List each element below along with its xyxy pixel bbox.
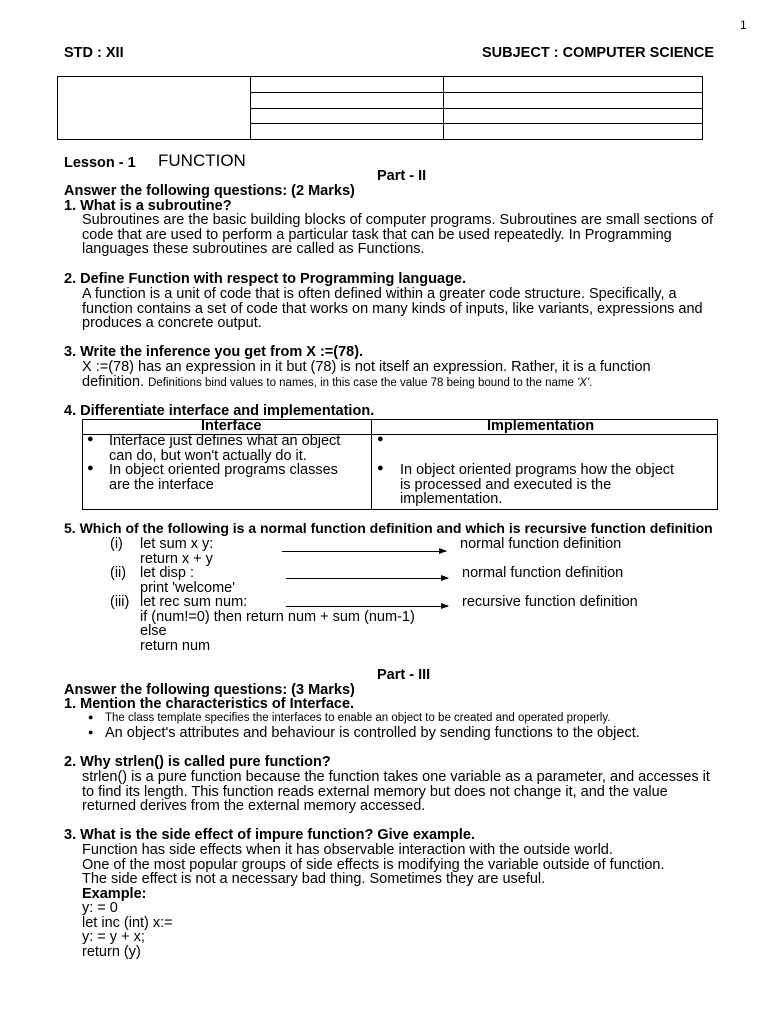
- q5-item-answer: recursive function definition: [462, 594, 638, 610]
- cell-line: implementation.: [400, 491, 503, 507]
- code-line: let disp :: [140, 565, 194, 581]
- answer-line: returned derives from the external memory accessed.: [82, 798, 426, 814]
- code-line: y: = 0: [82, 900, 118, 916]
- part2-heading: Part - II: [377, 168, 427, 184]
- answer-line: strlen() is a pure function because the function takes one variable as a parameter, and accesses it: [82, 769, 710, 785]
- p3-q2-answer: [82, 770, 710, 814]
- answer-line: function contains a set of code that works on many kinds of inputs, like variants, expressions and: [82, 300, 703, 317]
- arrow-icon: [286, 578, 448, 579]
- header-table-cell: [444, 108, 703, 124]
- interface-item: [109, 463, 338, 492]
- header-table-cell: [444, 124, 703, 140]
- interface-item: [109, 434, 340, 463]
- answer-line: One of the most popular groups of side effects is modifying the variable outside of function.: [82, 856, 665, 873]
- q5-item-number: (ii): [110, 565, 127, 581]
- part3-heading: Part - III: [377, 667, 431, 683]
- interface-implementation-table: [82, 419, 718, 510]
- q5-item-number: (i): [110, 536, 123, 552]
- code-line: let sum x y:: [140, 536, 214, 552]
- subject-label: SUBJECT : COMPUTER SCIENCE: [482, 45, 715, 61]
- cell-line: are the interface: [109, 476, 214, 493]
- bullet-icon: ●: [377, 462, 384, 474]
- std-label: STD : XII: [64, 45, 124, 61]
- bullet-icon: ●: [377, 433, 384, 445]
- header-table-cell: [251, 124, 444, 140]
- lesson-title: FUNCTION: [158, 151, 246, 170]
- answer-period: .: [589, 376, 593, 389]
- code-line: let rec sum num:: [140, 594, 248, 610]
- arrow-icon: [286, 606, 448, 607]
- answer-line: X :=(78) has an expression in it but (78) is not itself an expression. Rather, it is a function: [82, 359, 651, 375]
- header-table-cell: [251, 108, 444, 124]
- page-number: 1: [740, 18, 747, 32]
- implementation-item: [400, 463, 674, 507]
- header-info-table: [57, 76, 703, 140]
- q5-item-number: (iii): [110, 594, 130, 610]
- cell-line: In object oriented programs how the object: [400, 462, 675, 478]
- p3-q1-bullet-text: An object's attributes and behaviour is controlled by sending functions to the object.: [105, 725, 640, 741]
- answer-small-text: Definitions bind values to names, in this case the value 78 being bound to the name: [148, 376, 578, 389]
- p3-q2-title: 2. Why strlen() is called pure function?: [64, 754, 331, 770]
- q3-answer: [82, 360, 651, 391]
- answer-line: The side effect is not a necessary bad thing. Sometimes they are useful.: [82, 871, 546, 887]
- p3-q1-bullet-text: The class template specifies the interfaces to enable an object to be created and operated properly.: [105, 712, 611, 724]
- bullet-icon: ●: [87, 433, 94, 445]
- bullet-icon: ●: [88, 727, 94, 737]
- code-line: return x + y: [140, 550, 213, 567]
- q1-title: 1. What is a subroutine?: [64, 198, 232, 214]
- answer-line: A function is a unit of code that is often defined within a greater code structure. Specifically, a: [82, 286, 677, 302]
- q5-item-code: [140, 566, 235, 595]
- code-line: let inc (int) x:=: [82, 914, 173, 931]
- header-table-cell: [444, 77, 703, 93]
- q3-title: 3. Write the inference you get from X :=(78).: [64, 344, 364, 360]
- q5-title: 5. Which of the following is a normal function definition and which is recursive function definition: [64, 520, 713, 536]
- header-table-cell: [444, 92, 703, 108]
- header-table-cell: [58, 77, 251, 140]
- col-header-implementation: Implementation: [487, 418, 595, 434]
- answer-italic-text: 'X': [577, 376, 590, 389]
- answer-line: produces a concrete output.: [82, 315, 262, 331]
- answer-line: languages these subroutines are called as Functions.: [82, 241, 425, 257]
- cell-line: is processed and executed is the: [400, 476, 612, 493]
- q5-item-answer: normal function definition: [462, 565, 624, 581]
- p3-q3-answer: [82, 843, 665, 959]
- header-table-cell: [251, 92, 444, 108]
- cell-line: In object oriented programs classes: [109, 462, 338, 478]
- q5-item-answer: normal function definition: [460, 536, 622, 552]
- answer-line: Function has side effects when it has observable interaction with the outside world.: [82, 842, 613, 858]
- code-line: else: [140, 623, 167, 639]
- code-line: print 'welcome': [140, 579, 235, 596]
- arrow-icon: [282, 551, 446, 552]
- q2-title: 2. Define Function with respect to Programming language.: [64, 271, 467, 287]
- q5-item-code: [140, 537, 213, 566]
- answer-line: [82, 375, 651, 391]
- answer-line: code that are used to perform a particular task that can be used repeatedly. In Programming: [82, 226, 672, 243]
- q4-title: 4. Differentiate interface and implementation.: [64, 403, 375, 419]
- lesson-label: Lesson - 1: [64, 155, 136, 171]
- answer-line: to find its length. This function reads external memory but does not change it, and the value: [82, 783, 668, 800]
- q1-answer: [82, 213, 713, 257]
- p3-q1-title: 1. Mention the characteristics of Interface.: [64, 696, 355, 712]
- cell-line: Interface just defines what an object: [109, 433, 341, 449]
- q5-item-code: [140, 595, 415, 653]
- code-line: return (y): [82, 943, 141, 960]
- code-line: y: = y + x;: [82, 929, 145, 945]
- header-table-cell: [251, 77, 444, 93]
- part2-instruction: Answer the following questions: (2 Marks): [64, 183, 355, 199]
- bullet-icon: ●: [87, 462, 94, 474]
- answer-text: definition.: [82, 373, 145, 390]
- col-header-interface: Interface: [201, 418, 262, 434]
- p3-q3-title: 3. What is the side effect of impure function? Give example.: [64, 827, 475, 843]
- part3-instruction: Answer the following questions: (3 Marks): [64, 682, 355, 698]
- example-label: Example:: [82, 885, 147, 902]
- cell-line: can do, but won't actually do it.: [109, 447, 307, 464]
- code-line: if (num!=0) then return num + sum (num-1): [140, 608, 415, 625]
- q2-answer: [82, 287, 703, 331]
- code-line: return num: [140, 637, 211, 654]
- answer-line: Subroutines are the basic building blocks of computer programs. Subroutines are small sections of: [82, 212, 714, 228]
- bullet-icon: ●: [88, 712, 94, 722]
